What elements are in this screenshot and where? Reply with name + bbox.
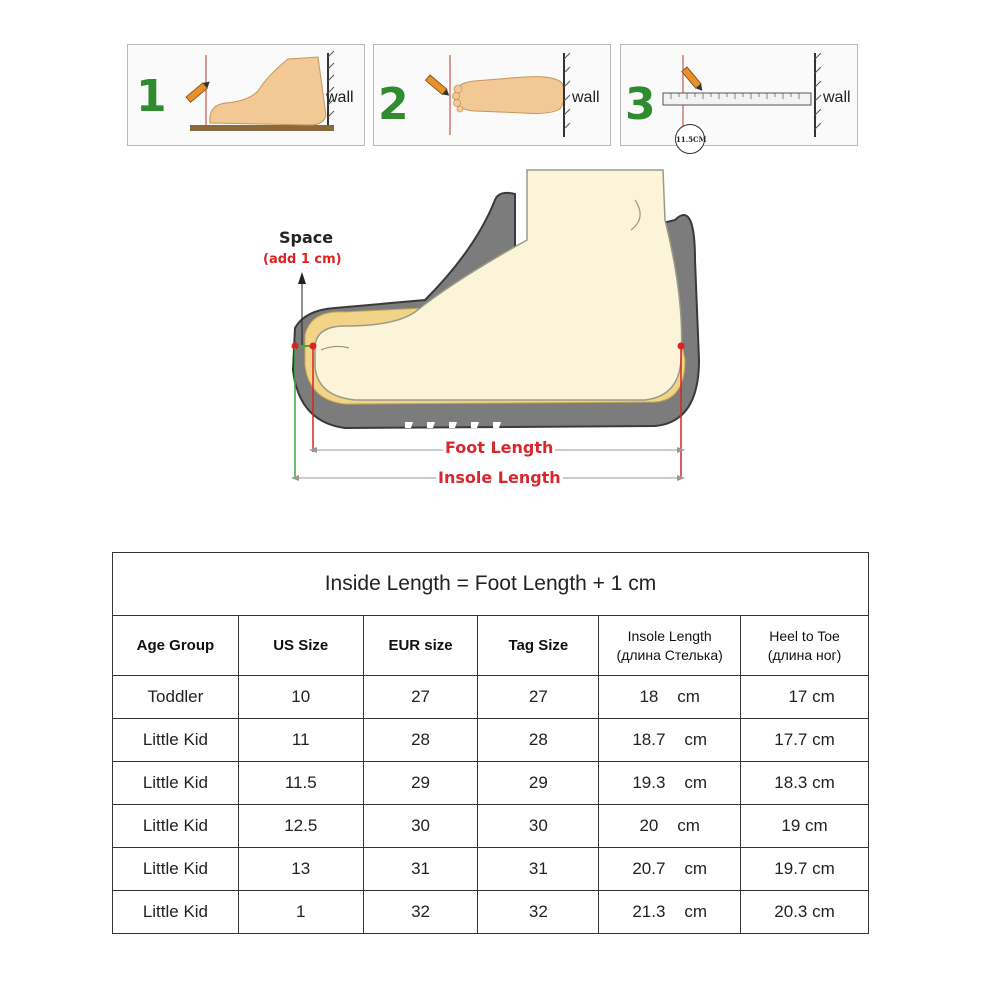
- wall-label-3: wall: [823, 89, 851, 106]
- cell-insole: 19.3 cm: [599, 762, 741, 805]
- table-row: [113, 719, 869, 762]
- header-insole-line1: Insole Length: [627, 627, 712, 644]
- table-row: [113, 676, 869, 719]
- header-heel-line2: (длина ног): [767, 646, 842, 663]
- cell-eur: 28: [363, 719, 478, 762]
- table-row: [113, 848, 869, 891]
- cell-us: 10: [238, 676, 363, 719]
- cell-heel: 20.3 cm: [741, 891, 869, 934]
- cell-tag: 27: [478, 676, 599, 719]
- wall-label-1: wall: [326, 89, 354, 106]
- cell-age: Little Kid: [113, 719, 239, 762]
- table-row: [113, 762, 869, 805]
- header-eur-size: EUR size: [363, 616, 478, 676]
- table-title: Inside Length = Foot Length + 1 cm: [113, 553, 869, 616]
- cell-tag: 31: [478, 848, 599, 891]
- cell-eur: 32: [363, 891, 478, 934]
- pencil-icon: [682, 67, 705, 93]
- size-chart-table: [112, 552, 869, 934]
- cell-us: 11: [238, 719, 363, 762]
- pencil-icon: [426, 75, 452, 98]
- cell-heel: 19.7 cm: [741, 848, 869, 891]
- cell-insole: 20 cm: [599, 805, 741, 848]
- cell-age: Little Kid: [113, 848, 239, 891]
- step-panel-2: [373, 44, 611, 146]
- table-row: [113, 805, 869, 848]
- table-row: [113, 891, 869, 934]
- space-label: Space: [279, 228, 334, 247]
- pencil-icon: [186, 79, 212, 102]
- wall-label-2: wall: [572, 89, 600, 106]
- cell-us: 13: [238, 848, 363, 891]
- header-us-size: US Size: [238, 616, 363, 676]
- header-insole-length: [599, 616, 741, 676]
- cell-age: Little Kid: [113, 805, 239, 848]
- header-insole-line2: (длина Стелька): [616, 646, 723, 663]
- cell-insole: 18.7 cm: [599, 719, 741, 762]
- cell-insole: 18 cm: [599, 676, 741, 719]
- cell-eur: 29: [363, 762, 478, 805]
- step-number-2: 2: [378, 79, 409, 130]
- cell-heel: 18.3 cm: [741, 762, 869, 805]
- cell-us: 1: [238, 891, 363, 934]
- step-panel-3: [620, 44, 858, 146]
- space-note: (add 1 cm): [263, 252, 342, 267]
- cell-age: Toddler: [113, 676, 239, 719]
- cell-age: Little Kid: [113, 891, 239, 934]
- cell-age: Little Kid: [113, 762, 239, 805]
- cell-heel: 19 cm: [741, 805, 869, 848]
- step-panel-1: [127, 44, 365, 146]
- cell-tag: 28: [478, 719, 599, 762]
- ruler-reading: 11.5CM: [675, 124, 705, 154]
- step-number-1: 1: [136, 71, 167, 122]
- cell-us: 11.5: [238, 762, 363, 805]
- cell-us: 12.5: [238, 805, 363, 848]
- cell-tag: 32: [478, 891, 599, 934]
- header-heel-to-toe: [741, 616, 869, 676]
- cell-insole: 20.7 cm: [599, 848, 741, 891]
- cell-eur: 31: [363, 848, 478, 891]
- cell-tag: 29: [478, 762, 599, 805]
- cell-tag: 30: [478, 805, 599, 848]
- cell-eur: 30: [363, 805, 478, 848]
- header-heel-line1: Heel to Toe: [769, 627, 840, 644]
- cell-insole: 21.3 cm: [599, 891, 741, 934]
- foot-length-label: Foot Length: [445, 438, 554, 457]
- header-age-group: Age Group: [113, 616, 239, 676]
- step-number-3: 3: [625, 79, 656, 130]
- insole-length-label: Insole Length: [438, 468, 561, 487]
- header-tag-size: Tag Size: [478, 616, 599, 676]
- cell-heel: 17 cm: [741, 676, 869, 719]
- table-header-row: [113, 616, 869, 676]
- cell-eur: 27: [363, 676, 478, 719]
- cell-heel: 17.7 cm: [741, 719, 869, 762]
